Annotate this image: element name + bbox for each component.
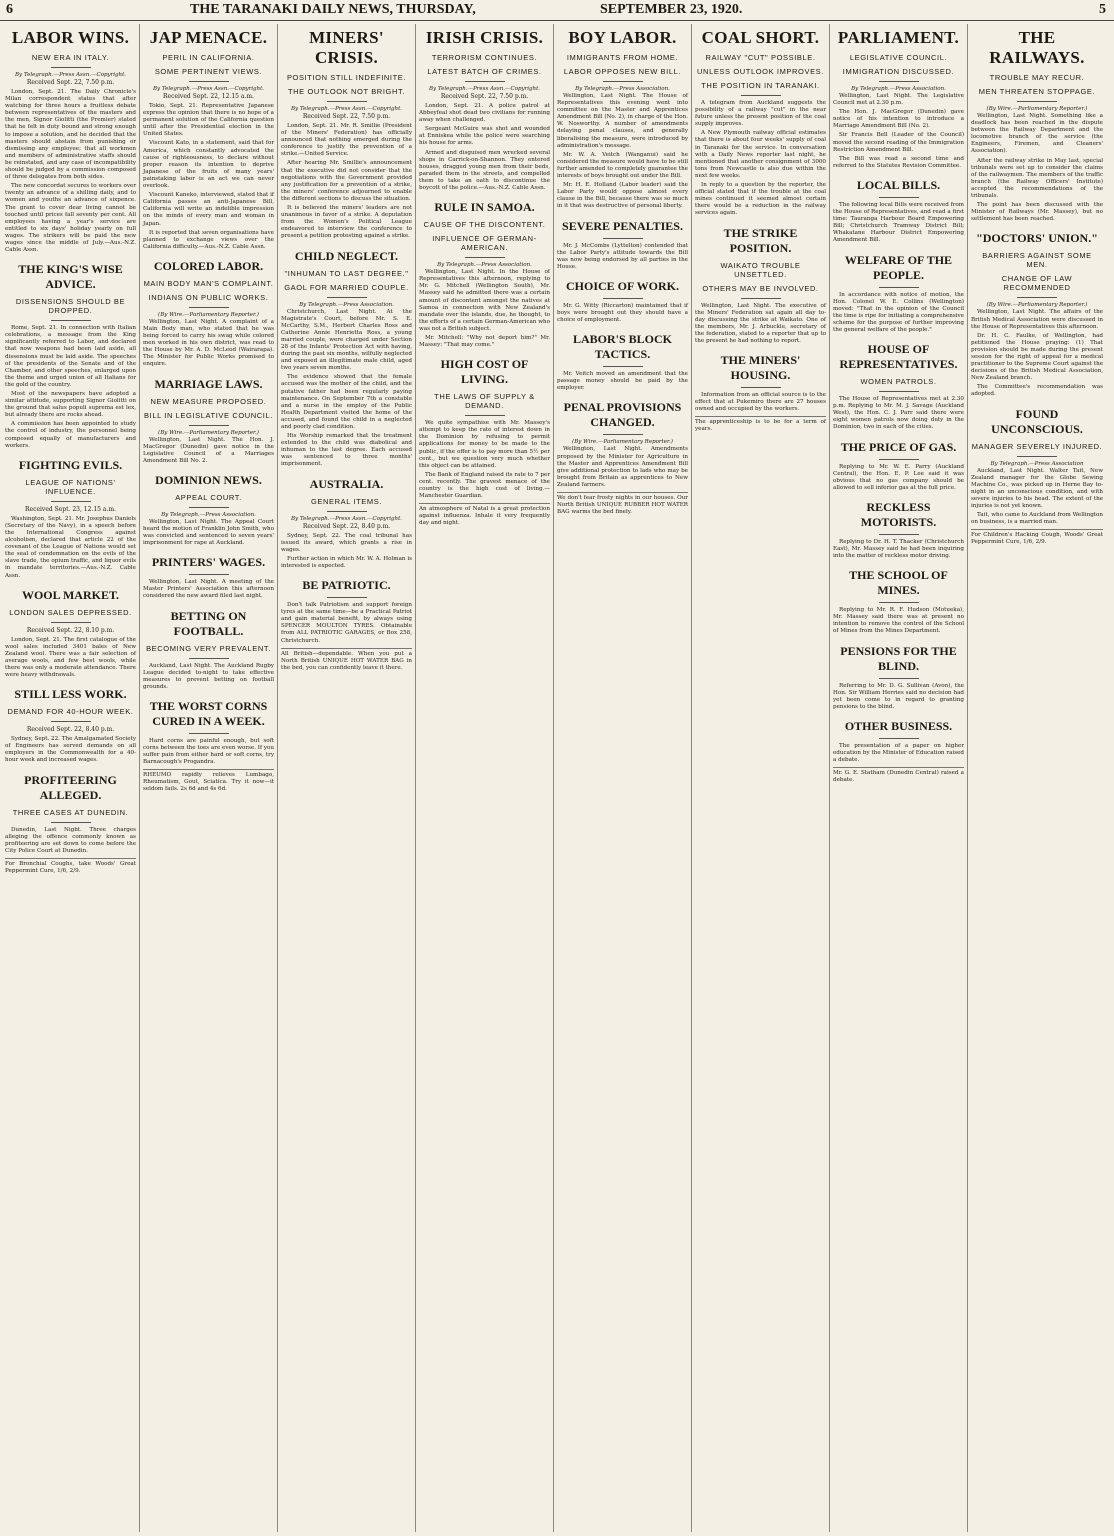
article-headline: THE RAILWAYS. xyxy=(989,28,1085,67)
article xyxy=(143,473,274,547)
article-paragraph: Washington, Sept. 21. Mr. Josephus Daniels (Secretary of the Navy), in a speech before the International Congress against alcoholism, declared that article 22 of the covenant of the League of Nations would set the seal of condemnation on the evils of the slave trade, the opium traffic, and liquor evils in mandate territories.—Aus.-N.Z. Cable Assn. xyxy=(5,515,136,579)
article-subheading: LATEST BATCH OF CRIMES. xyxy=(427,67,542,76)
article-headline: RULE IN SAMOA. xyxy=(434,200,535,215)
article-subheading: NEW MEASURE PROPOSED. xyxy=(150,396,267,406)
article xyxy=(5,262,136,450)
article xyxy=(281,28,412,241)
divider xyxy=(189,733,229,734)
divider xyxy=(879,391,919,392)
divider xyxy=(603,434,643,435)
advertisement: For Children's Hacking Cough, Woods' Great Peppermint Cure, 1/6, 2/9. xyxy=(971,529,1103,546)
article-paragraph: Don't talk Patriotism and support foreign tyres at the same time—be a Practical Patriot and gain material benefit, by always using SPENCER MOULTON TYRES. Obtainable from ALL PATRIOTIC GARAGES, or Box 258, Christchurch. xyxy=(281,602,412,644)
divider xyxy=(327,297,367,298)
advertisement: The apprenticeship is to be for a term of years. xyxy=(695,416,826,433)
received-time: Received Sept. 22, 7.50 p.m. xyxy=(26,79,115,86)
article-subheading: THE POSITION IN TARANAKI. xyxy=(701,81,820,90)
received-time: Received Sept. 22, 12.15 a.m. xyxy=(163,93,254,100)
article-subheading: "INHUMAN TO LAST DEGREE." xyxy=(284,268,409,278)
article-paragraph: Auckland, Last Night. The Auckland Rugby League decided to-night to take effective measures to prevent betting on football grounds. xyxy=(143,662,274,690)
divider xyxy=(465,81,505,82)
article xyxy=(281,477,412,570)
article-paragraph: The evidence showed that the female accused was the mother of the child, and the putative father had been regularly paying maintenance. On September 7th a constable and a nurse in the employ of the Public Health Department visited the home of the accused, and found the child in a neglected and poorly clad condition. xyxy=(281,374,412,430)
article-subheading: LONDON SALES DEPRESSED. xyxy=(9,607,132,617)
article-byline: (By Wire.—Parliamentary Reporter.) xyxy=(158,311,259,318)
article-paragraph: Christchurch, Last Night. At the Magistrate's Court, before Mr. S. E. McCarthy, S.M., Herbert Charles Ross and Catherine Annie Henrietta Ross, a young married couple, were charged under Section 28 of the Infants' Protection Act with having, during the past six months, wilfully neglected and exposed an illegitimate male child, aged two years seven months. xyxy=(281,308,412,372)
divider xyxy=(879,534,919,535)
article-headline: THE WORST CORNS CURED IN A WEEK. xyxy=(149,698,268,728)
article-paragraph: The Bank of England raised its rate to 7 per cent. recently. The gravest menace of the country is the high cost of living.—Manchester Guardian. xyxy=(419,471,550,500)
article-paragraph: London, Sept. 21. The Daily Chronicle's Milan correspondent states that after watching for three hours a fruitless debate between representatives of the masters and the men, Signor Giolitti (the Premier) stated that he felt in duty bound and strong enough to impose a solution, and he decided that the masters should abstain from punishing or dismissing any employee; that all workmen and members of administrative staffs should be reinstated, and any case of incompatibility should be judged by a commission composed of three delegates from both sides. xyxy=(5,89,136,181)
article-subheading: MEN THREATEN STOPPAGE. xyxy=(978,87,1096,96)
article-paragraph: A commission has been appointed to study the control of industry, the personnel being composed equally of manufacturers and workers. xyxy=(5,421,136,449)
divider xyxy=(879,81,919,82)
article-paragraph: Tait, who came to Auckland from Wellington on business, is a married man. xyxy=(971,512,1103,526)
article-headline: MINERS' CRISIS. xyxy=(309,28,384,67)
article-subheading: PERIL IN CALIFORNIA. xyxy=(162,53,255,62)
article-subheading: MANAGER SEVERELY INJURED. xyxy=(971,441,1103,451)
article-paragraph: Wellington, Last Night. A meeting of the Master Printers' Association this afternoon considered the new award filed last night. xyxy=(143,579,274,600)
article-headline: BOY LABOR. xyxy=(568,28,677,47)
article-subheading: BILL IN LEGISLATIVE COUNCIL. xyxy=(144,410,273,420)
article-subheading: LEAGUE OF NATIONS' INFLUENCE. xyxy=(25,477,116,496)
article-headline: LABOR WINS. xyxy=(11,28,130,47)
divider xyxy=(741,387,781,388)
article xyxy=(833,342,964,431)
divider xyxy=(1017,456,1057,457)
divider xyxy=(879,287,919,288)
article-headline: SEVERE PENALTIES. xyxy=(562,218,683,233)
article-paragraph: Mr. G. Witty (Riccarton) maintained that if boys were brought out they should have a choice of employment. xyxy=(557,302,688,324)
article-paragraph: It is reported that seven organisations have planned to exchange views over the California difficulty.—Aus.-N.Z. Cable Assn. xyxy=(143,229,274,250)
article-subheading: IMMIGRANTS FROM HOME. xyxy=(566,53,679,62)
divider xyxy=(879,459,919,460)
article-subheading: NEW ERA IN ITALY. xyxy=(31,53,110,62)
article xyxy=(557,332,688,392)
article-paragraph: In reply to a question by the reporter, the official stated that if the trouble at the coal mines continued it seemed almost certain there would be a reduction in the railway services again. xyxy=(695,182,826,217)
page-number-left: 6 xyxy=(6,2,13,17)
article-paragraph: Wellington, Last Night. The affairs of the British Medical Association were discussed in the House of Representatives this afternoon. xyxy=(971,309,1103,330)
article-headline: OTHER BUSINESS. xyxy=(844,718,953,733)
article-headline: BE PATRIOTIC. xyxy=(302,578,391,593)
article-subheading: IMMIGRATION DISCUSSED. xyxy=(842,67,955,76)
newspaper-columns xyxy=(2,24,1112,1532)
article-subheading: LABOR OPPOSES NEW BILL. xyxy=(563,67,682,76)
article-subheading: DEMAND FOR 40-HOUR WEEK. xyxy=(7,707,134,717)
column-5 xyxy=(554,24,692,1532)
article-byline: By Telegraph.—Press Assn.—Copyright. xyxy=(290,106,403,112)
article-headline: THE MINERS' HOUSING. xyxy=(720,353,801,383)
article-paragraph: Sydney, Sept. 22. The coal tribunal has issued its award, which grants a rise in wages. xyxy=(281,532,412,553)
article-paragraph: London, Sept. 21. Mr. R. Smillie (President of the Miners' Federation) has officially announced that nothing emerged during the conference to justify the prevention of a strike.—United Service. xyxy=(281,123,412,158)
masthead xyxy=(0,0,1114,21)
article-paragraph: Wellington, Last Night. Something like a deadlock has been reached in the dispute between the Railway Department and the locomotive branch of the service (the Engineers, Firemen, and Cleaners' Association). xyxy=(971,113,1103,155)
article-paragraph: Viscount Kato, in a statement, said that for America, which constantly advocated the cause of righteousness, to declare without proper reason its intention to deprive Japanese of the fruits of many years' painstaking labor is an act we can never overlook. xyxy=(143,140,274,190)
article-paragraph: Information from an official source is to the effect that at Pukemiro there are 27 houses owned and occupied by the workers. xyxy=(695,392,826,413)
article xyxy=(5,687,136,764)
article-subheading: MAIN BODY MAN'S COMPLAINT. xyxy=(143,278,274,288)
article xyxy=(5,773,136,855)
article-paragraph: The Hon. J. MacGregor (Dunedin) gave notice of his intention to introduce a Marriage Amendment Bill (No. 2). xyxy=(833,109,964,130)
article-paragraph: Replying to Mr. R. F. Hudson (Motueka), Mr. Massey said there was at present no intention to remove the control of the School of Mines from the Mines Department. xyxy=(833,607,964,635)
article-headline: JAP MENACE. xyxy=(149,28,268,47)
article-paragraph: Sergeant McGuire was shot and wounded at Enniskea while the police were searching his house for arms. xyxy=(419,126,550,147)
divider xyxy=(603,238,643,239)
article xyxy=(833,644,964,711)
article-paragraph: Mr. Veitch moved an amendment that the passage money should be paid by the employer. xyxy=(557,371,688,392)
column-8 xyxy=(968,24,1106,1532)
article-subheading: APPEAL COURT. xyxy=(175,492,242,502)
article-headline: PROFITEERING ALLEGED. xyxy=(24,772,117,802)
divider xyxy=(51,501,91,502)
article-paragraph: Hard corns are painful enough, but soft corns between the toes are even worse. If you suffer pain from either hard or soft corns, try Barnacough's Progandra. xyxy=(143,737,274,766)
article-headline: WOOL MARKET. xyxy=(21,587,120,602)
article xyxy=(557,400,688,489)
article-subheading: DISSENSIONS SHOULD BE DROPPED. xyxy=(15,297,126,316)
article-headline: THE PRICE OF GAS. xyxy=(840,439,957,454)
article-paragraph: Further action in which Mr. W. A. Holman is interested is expected. xyxy=(281,555,412,569)
article-byline: By Telegraph.—Press Assn.—Copyright. xyxy=(152,86,265,92)
article-headline: PARLIAMENT. xyxy=(837,28,960,47)
article-paragraph: Referring to Mr. D. G. Sullivan (Avon), the Hon. Sir William Herries said no decision had yet been come to in regard to granting pensions to the blind. xyxy=(833,682,964,710)
article-headline: MARRIAGE LAWS. xyxy=(154,376,263,391)
article-headline: FOUND UNCONSCIOUS. xyxy=(991,406,1083,436)
article xyxy=(143,609,274,691)
divider xyxy=(189,658,229,659)
received-time: Received Sept. 23, 12.15 a.m. xyxy=(25,505,116,513)
article-headline: STILL LESS WORK. xyxy=(14,687,127,702)
divider xyxy=(51,320,91,321)
article xyxy=(833,440,964,492)
column-1 xyxy=(2,24,140,1532)
article xyxy=(557,28,688,211)
article-paragraph: Wellington, Last Night. A complaint of a Main Body man, who stated that he was being forced to carry his swag while colored men worked in his own district, was read to the House by Mr. A. D. McLeod (Wairarapa). The Minister for Public Works promised to enquire. xyxy=(143,318,274,368)
article xyxy=(143,699,274,766)
article-paragraph: Wellington, Last Night. In the House of Representatives this afternoon, replying to Mr. G. Mitchell (Wellington South), Mr. Massey said he admitted there was a certain amount of discontent amongst the natives at Samoa in connection with New Zealand's mandate over the islands, due, he thought, to the efforts of a certain German-American who was not a British subject. xyxy=(419,269,550,332)
advertisement: RHEUMO rapidly relieves Lumbago, Rheumatism, Gout, Sciatica. Try it now—it seldom fails. 2s 6d and 4s 6d. xyxy=(143,769,274,793)
article-paragraph: His Worship remarked that the treatment extended to the child was diabolical and inhuman to the last degree. Each accused was sentenced to three months' imprisonment. xyxy=(281,433,412,468)
article-headline: AUSTRALIA. xyxy=(309,476,384,491)
article-subheading: RAILWAY "CUT" POSSIBLE. xyxy=(705,53,816,62)
article xyxy=(419,357,550,500)
advertisement: All British—dependable. When you put a North British UNIQUE HOT WATER BAG in the bed, you can confidently leave it there. xyxy=(281,648,412,672)
article-byline: By Telegraph.—Press Association. xyxy=(161,511,256,518)
article-paragraph: Replying to Dr. H. T. Thacker (Christchurch East), Mr. Massey said he had been inquiring into the matter of reckless motor driving. xyxy=(833,538,964,560)
article-byline: By Telegraph.—Press Assn.—Copyright. xyxy=(428,86,541,92)
article-paragraph: Mr. Mitchell: "Why not deport him?" Mr. Massey: "That may come." xyxy=(419,334,550,349)
article xyxy=(833,253,964,335)
article-byline: By Telegraph.—Press Assn.—Copyright. xyxy=(14,72,127,78)
article-headline: "DOCTORS' UNION." xyxy=(976,231,1098,246)
article-paragraph: A telegram from Auckland suggests the possibility of a railway "cut" in the near future unless the present position of the coal supply improves. xyxy=(695,100,826,128)
article-paragraph: Sydney, Sept. 22. The Amalgamated Society of Engineers has served demands on all employers in the Commonwealth for a 40-hour week and increased wages. xyxy=(5,736,136,764)
article-subheading: CHANGE OF LAW RECOMMENDED xyxy=(1001,274,1073,293)
article-headline: HIGH COST OF LIVING. xyxy=(440,357,529,387)
article xyxy=(281,249,412,469)
article-paragraph: Most of the newspapers have adopted a similar attitude, supporting Signor Giolitti on the ground that salus populi suprema est lex, but already there are rocks ahead. xyxy=(5,391,136,419)
advertisement: An atmosphere of Natal is a great protection against influenza. Inhale it very frequently day and night. xyxy=(419,503,550,527)
article xyxy=(143,259,274,369)
article-byline: (By Wire.—Parliamentary Reporter.) xyxy=(158,429,259,436)
article-paragraph: Dunedin, Last Night. Three charges alleging the offence commonly known as profiteering are set down to come before the City Police Court at Dunedin. xyxy=(5,826,136,854)
article-paragraph: It is believed the miners' leaders are not unanimous in favor of a strike. A deputation from the Women's Political League endeavored to interview the conference to present a petition protesting against a strike. xyxy=(281,205,412,240)
divider xyxy=(51,67,91,68)
article-headline: PENAL PROVISIONS CHANGED. xyxy=(563,400,682,430)
article-paragraph: The following local Bills were received from the House of Representatives, and read a first time: Tauranga Harbour Board Empowering Bill; Christchurch Tramway District Bill; Whakatane Harbour District Empowering Amendment Bill. xyxy=(833,201,964,244)
article xyxy=(5,588,136,680)
article-paragraph: Mr. H. E. Holland (Labor leader) said the Labor Party would oppose almost every clause in the Bill, because there was so much in it that was destructive of personal liberty. xyxy=(557,182,688,210)
article-subheading: GENERAL ITEMS. xyxy=(310,496,383,506)
article-paragraph: Sir Francis Bell (Leader of the Council) moved the second reading of the Immigration Restriction Amendment Bill. xyxy=(833,132,964,153)
article-byline: By Telegraph.—Press Association xyxy=(990,460,1084,467)
article-paragraph: Viscount Kaneko, interviewed, stated that if California passes an anti-Japanese Bill, California will write an indelible impression on the minds of every man and woman in Japan. xyxy=(143,192,274,227)
article-byline: By Telegraph.—Press Association. xyxy=(851,86,946,92)
article xyxy=(5,28,136,254)
divider xyxy=(741,95,781,96)
article-subheading: BECOMING VERY PREVALENT. xyxy=(146,643,271,653)
article-headline: RECKLESS MOTORISTS. xyxy=(860,499,937,529)
article-headline: THE STRIKE POSITION. xyxy=(723,225,798,255)
article xyxy=(5,458,136,580)
article-subheading: BARRIERS AGAINST SOME MEN. xyxy=(982,251,1092,270)
article-paragraph: Replying to Mr. W. E. Parry (Auckland Central), the Hon. E. P. Lee said it was obvious that no gas company should be allowed to sell inferior gas at the full price. xyxy=(833,463,964,491)
article-paragraph: Wellington, Last Night. The Appeal Court heard the motion of Franklin John Smith, who was convicted and sentenced to seven years' imprisonment for rape at Auckland. xyxy=(143,518,274,547)
article-subheading: INFLUENCE OF GERMAN-AMERICAN. xyxy=(432,234,537,253)
article-headline: PRINTERS' WAGES. xyxy=(151,555,266,570)
article-paragraph: Rome, Sept. 21. In connection with Italian celebrations, a message from the King significantly referred to Labor, and declared that now weapons had been laid aside, all dissensions must be laid aside. The speeches of the presidents of the Senate and of the Chamber, and other speeches, enlarged upon the theme and urged union of all Italians for the gold of the country. xyxy=(5,325,136,388)
article-headline: CHOICE OF WORK. xyxy=(565,278,679,293)
article-paragraph: London, Sept. 21. A police patrol at Abbeyfeal shot dead two civilians for running away when challenged. xyxy=(419,103,550,124)
divider xyxy=(741,298,781,299)
article-byline: By Telegraph.—Press Assn.—Copyright. xyxy=(290,515,403,522)
article-headline: COAL SHORT. xyxy=(701,28,820,47)
article xyxy=(143,555,274,600)
divider xyxy=(603,366,643,367)
advertisement: We don't fear frosty nights in our houses. Our North British UNIQUE RUBBER HOT WATER BAG warms the bed finely. xyxy=(557,492,688,516)
article xyxy=(419,28,550,192)
article-paragraph: A New Plymouth railway official estimates that there is about four weeks' supply of coal in Taranaki for the service. In conversation with a Daily News reporter last night, he mentioned that another consignment of 3000 tons from Newcastle is also due within the next few weeks. xyxy=(695,130,826,179)
article-subheading: INDIANS ON PUBLIC WORKS. xyxy=(148,292,269,302)
article xyxy=(833,178,964,245)
article-paragraph: Auckland, Last Night. Walter Tait, New Zealand manager for the Globe Sewing Machine Co., was picked up in Herne Bay to-night in an unconscious condition, and with severe injuries to his head. The extent of the injuries is not yet known. xyxy=(971,467,1103,509)
article-headline: WELFARE OF THE PEOPLE. xyxy=(844,252,953,282)
received-time: Received Sept. 22, 7.50 p.m. xyxy=(440,93,529,100)
article xyxy=(833,500,964,560)
article-paragraph: Wellington, Last Night. The House of Representatives this evening went into committee on the Master and Apprentices Amendment Bill (No. 2), in charge of the Hon. W. Nosworthy. A number of amendments delaying penal clauses, and generally liberalising the measure, were introduced by administration's message. xyxy=(557,93,688,149)
article-headline: LABOR'S BLOCK TACTICS. xyxy=(572,332,673,362)
article-paragraph: The presentation of a paper on higher education by the Minister of Education raised a debate. xyxy=(833,742,964,764)
divider xyxy=(51,721,91,722)
article-paragraph: Wellington, Last Night. The Hon. J. MacGregor (Dunedin) gave notice in the Legislative Council of a Marriages Amendment Bill No. 2. xyxy=(143,436,274,464)
divider xyxy=(603,298,643,299)
article-paragraph: The Committee's recommendation was adopted. xyxy=(971,384,1103,398)
divider xyxy=(465,257,505,258)
article-headline: DOMINION NEWS. xyxy=(155,472,262,487)
article-paragraph: The House of Representatives met at 2.30 p.m. Replying to Mr. M. J. Savage (Auckland West), the Hon. C. J. Parr said there were eight women patrols now doing duty in the Dominion, two in each of the cities. xyxy=(833,396,964,431)
divider xyxy=(879,197,919,198)
divider xyxy=(189,81,229,82)
article-paragraph: After hearing Mr. Smillie's announcement that the executive did not consider that the negotiations with the Government provided any justification for a prevention of a strike, the miners' conference adjourned to enable the different sections to discuss the situation. xyxy=(281,160,412,202)
article xyxy=(833,719,964,764)
article-subheading: THE LAWS OF SUPPLY & DEMAND. xyxy=(434,392,535,411)
article-headline: FIGHTING EVILS. xyxy=(18,457,123,472)
article xyxy=(557,279,688,324)
issue-date: SEPTEMBER 23, 1920. xyxy=(600,2,743,17)
article-paragraph: The Bill was read a second time and referred to the Statutes Revision Committee. xyxy=(833,155,964,169)
article-subheading: WAIKATO TROUBLE UNSETTLED. xyxy=(720,260,801,279)
article-subheading: CAUSE OF THE DISCONTENT. xyxy=(423,220,546,230)
page-number: 5 xyxy=(1099,2,1106,17)
article-byline: (By Wire.—Parliamentary Reporter.) xyxy=(986,106,1088,112)
article-subheading: OTHERS MAY BE INVOLVED. xyxy=(702,283,819,293)
divider xyxy=(879,678,919,679)
article-paragraph: After the railway strike in May last, special tribunals were set up to consider the claims of the railwaymen. The members of the traffic branch (the Railway Officers' Institute) accepted the recommendations of the tribunals. xyxy=(971,157,1103,200)
article xyxy=(971,407,1103,527)
article-subheading: SOME PERTINENT VIEWS. xyxy=(154,67,263,76)
divider xyxy=(189,307,229,308)
article-byline: By Telegraph.—Press Association. xyxy=(437,262,532,269)
advertisement: For Bronchial Coughs, take Woods' Great Peppermint Cure, 1/6, 2/9. xyxy=(5,858,136,875)
article-paragraph: The point has been discussed with the Minister of Railways (Mr. Massey), but no settlement has been reached. xyxy=(971,202,1103,223)
divider xyxy=(603,81,643,82)
article xyxy=(695,353,826,413)
article-headline: LOCAL BILLS. xyxy=(856,177,941,192)
article-byline: By Telegraph.—Press Association. xyxy=(299,301,394,308)
article-subheading: TERRORISM CONTINUES. xyxy=(431,53,538,62)
article xyxy=(695,226,826,346)
received-time: Received Sept. 22, 7.50 p.m. xyxy=(302,113,391,120)
divider xyxy=(189,574,229,575)
article-byline: By Telegraph.—Press Association. xyxy=(575,86,670,92)
received-time: Received Sept. 22, 8.10 p.m. xyxy=(26,626,115,634)
article-headline: CHILD NEGLECT. xyxy=(294,248,399,263)
article-subheading: WOMEN PATROLS. xyxy=(860,377,937,387)
divider xyxy=(879,602,919,603)
article xyxy=(557,219,688,271)
article-paragraph: We quite sympathise with Mr. Massey's attempt to keep the rate of interest down in the Dominion by refusing to permit applications for money to be made to the public, if the offer is to pay more than 5½ per cent., but we question very much whether this object can be attained. xyxy=(419,420,550,469)
divider xyxy=(327,597,367,598)
article-byline: (By Wire.—Parliamentary Reporter.) xyxy=(986,302,1088,309)
column-3 xyxy=(278,24,416,1532)
divider xyxy=(879,738,919,739)
advertisement: Mr. G. E. Statham (Dunedin Central) raised a debate. xyxy=(833,767,964,784)
article-subheading: GAOL FOR MARRIED COUPLE. xyxy=(284,282,409,292)
article-paragraph: In accordance with notice of motion, the Hon. Colonel W. E. Collins (Wellington) moved: "That in the opinion of the Council the time is ripe for initiating a comprehensive scheme for the purpose of further improving the general welfare of the people." xyxy=(833,291,964,333)
article-byline: (By Wire.—Parliamentary Reporter.) xyxy=(572,439,673,446)
article-subheading: LEGISLATIVE COUNCIL. xyxy=(849,53,948,62)
article-headline: COLORED LABOR. xyxy=(153,258,264,273)
newspaper-title: THE TARANAKI DAILY NEWS, THURSDAY, xyxy=(190,2,476,17)
article-headline: IRISH CRISIS. xyxy=(425,28,544,47)
article xyxy=(833,568,964,635)
divider xyxy=(1017,297,1057,298)
article-paragraph: Mr. J. McCombs (Lyttelton) contended that the Labor Party's attitude towards the Bill was now being endorsed by all parties in the House. xyxy=(557,242,688,270)
article-subheading: UNLESS OUTLOOK IMPROVES. xyxy=(697,67,824,76)
article xyxy=(143,377,274,465)
article xyxy=(281,578,412,645)
divider xyxy=(51,822,91,823)
article-paragraph: The new concordat secures to workers over twenty an advance of a shilling daily, and to women and youths an advance of sixpence. The grant to cover dear living cannot be touched until prices fall seventy per cent. All employees having a year's service are entitled to six days' holiday yearly on full wages. The strikers will be paid the new wages since the middle of July.—Aus.-N.Z. Cable Assn. xyxy=(5,183,136,254)
received-time: Received Sept. 22, 8.40 p.m. xyxy=(26,726,115,734)
divider xyxy=(189,507,229,508)
article-paragraph: London, Sept. 21. The first catalogue of the wool sales included 3401 bales of New Zealand wool. There was a fair selection of average wools, and few best wools, while there was only a moderate attendance. There were heavy withdrawals. xyxy=(5,636,136,679)
article-paragraph: Wellington, Last Night. The Legislative Council met at 2.30 p.m. xyxy=(833,93,964,107)
divider xyxy=(189,425,229,426)
article-subheading: POSITION STILL INDEFINITE. xyxy=(286,73,407,82)
column-6 xyxy=(692,24,830,1532)
article xyxy=(971,231,1103,398)
article-paragraph: Tokio, Sept. 21. Representative Japanese express the opinion that there is no hope of a permanent solution of the California question until after the Presidential election in the United States. xyxy=(143,103,274,138)
article xyxy=(695,28,826,218)
divider xyxy=(465,415,505,416)
article-paragraph: Dr. H. C. Faulke, of Wellington, had petitioned the House praying: (1) That provision should be made during the present session for the right of appeal for a medical practitioner to the Supreme Court against the decisions of the British Medical Association, New Zealand branch. xyxy=(971,332,1103,382)
article-headline: THE SCHOOL OF MINES. xyxy=(849,568,948,598)
column-2 xyxy=(140,24,278,1532)
article-headline: BETTING ON FOOTBALL. xyxy=(170,608,247,638)
column-4 xyxy=(416,24,554,1532)
article xyxy=(419,200,550,349)
article-paragraph: Wellington, Last Night. The executive of the Miners' Federation sat again all day to-day discussing the strike at Waikato. One of the members, Mr. J. Arbuckle, secretary of the federation, stated to a reporter that up to the present he had nothing to report. xyxy=(695,302,826,344)
article xyxy=(143,28,274,251)
column-7 xyxy=(830,24,968,1532)
article-paragraph: Mr. W. A. Veitch (Wanganui) said he considered the measure would have to be still further amended to completely guarantee the interests of boys brought out under the Bill. xyxy=(557,151,688,180)
article-subheading: THE OUTLOOK NOT BRIGHT. xyxy=(287,87,405,96)
article-paragraph: Armed and disguised men wrecked several shops in Carrick-on-Shannon. They entered houses, dragged young men from their beds, paraded them in the streets, and compelled them to take an oath to discontinue the boycott of the police.—Aus.-N.Z. Cable Assn. xyxy=(419,149,550,192)
article xyxy=(833,28,964,170)
article-paragraph: Wellington, Last Night. Amendments proposed by the Minister for Agriculture in the Master and Apprentices Amendment Bill give additional protection to lads who may be brought from Britain as apprentices to New Zealand farmers. xyxy=(557,446,688,488)
divider xyxy=(327,101,367,102)
article-subheading: THREE CASES AT DUNEDIN. xyxy=(12,807,129,817)
received-time: Received Sept. 22, 8.40 p.m. xyxy=(302,522,391,530)
divider xyxy=(1017,101,1057,102)
article xyxy=(971,28,1103,223)
article-subheading: TROUBLE MAY RECUR. xyxy=(989,73,1085,82)
article-headline: HOUSE OF REPRESENTATIVES. xyxy=(839,342,958,372)
article-headline: THE KING'S WISE ADVICE. xyxy=(18,262,123,292)
divider xyxy=(51,622,91,623)
article-headline: PENSIONS FOR THE BLIND. xyxy=(840,643,957,673)
divider xyxy=(327,511,367,512)
